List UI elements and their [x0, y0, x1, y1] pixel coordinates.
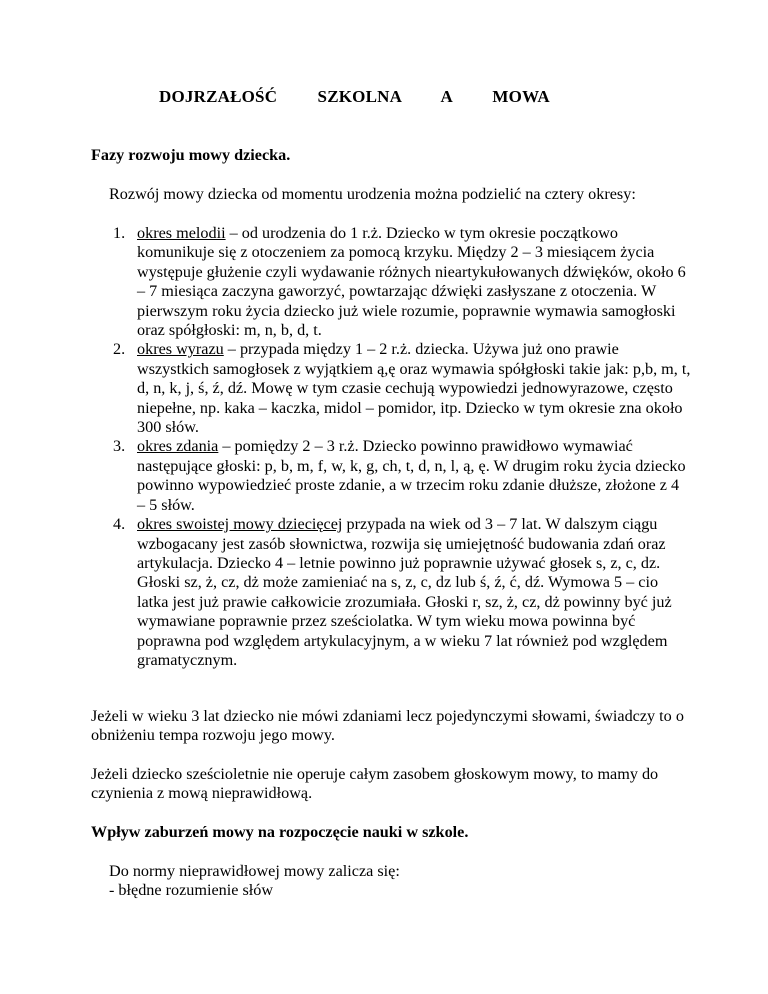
disorders-paragraph [109, 862, 689, 901]
phase-term: okres swoistej mowy dziecięcej [137, 515, 343, 534]
phase-description: przypada na wiek od 3 – 7 lat. W dalszym ciągu wzbogacany jest zasób słownictwa, rozwija się umiejętność budowania zdań oraz artykulacja. Dziecko 4 – letnie powinno już poprawnie używać głosek s, z, c, dz. Głoski sz, ż, cz, dż może zamieniać na s, z, c, dz lub ś, ź, ć, dź. Wymowa 5 – cio latka jest już prawie całkowicie zrozumiała. Głoski r, sz, ż, cz, dż powinny być już wymawiane poprawnie przez sześciolatka. W tym wieku mowa powinna być poprawna pod względem artykulacyjnym, a w wieku 7 lat również pod względem gramatycznym. [137, 515, 672, 669]
document-title: DOJRZAŁOŚĆ SZKOLNA A MOWA [159, 87, 550, 106]
speech-phases-list [91, 224, 691, 670]
list-number: 2. [113, 340, 126, 359]
phase-description: – pomiędzy 2 – 3 r.ż. Dziecko powinno prawidłowo wymawiać następujące głoski: p, b, m, f, w, k, g, ch, t, d, n, l, ą, ę. W drugim roku życia dziecko powinno wypowiedzieć proste zdanie, a w trzecim roku zdanie dłuższe, złożone z 4 – 5 słów. [137, 437, 686, 514]
phase-term: okres zdania [137, 437, 219, 456]
list-number: 3. [113, 437, 126, 456]
paragraph-abnormal-speech: Jeżeli dziecko sześcioletnie nie operuje całym zasobem głoskowym mowy, to mamy do czynienia z mową nieprawidłową. [91, 765, 659, 803]
list-number: 4. [113, 515, 126, 534]
phase-term: okres melodii [137, 224, 226, 242]
section-heading-speech-disorders: Wpływ zaburzeń mowy na rozpoczęcie nauki w szkole. [91, 823, 469, 841]
section-heading-speech-phases: Fazy rozwoju mowy dziecka. [91, 146, 291, 164]
list-item [91, 340, 691, 437]
phase-description: – przypada między 1 – 2 r.ż. dziecka. Używa już ono prawie wszystkich samogłosek z wyjątkiem ą,ę oraz wymawia spółgłoski takie jak: p,b, m, t, d, n, k, j, ś, ź, dź. Mowę w tym czasie cechują wypowiedzi jednowyrazowe, często niepełne, np. kaka – kaczka, midol – pomidor, itp. Dziecko w tym okresie zna około 300 słów. [137, 340, 691, 437]
list-number: 1. [113, 224, 126, 242]
disorders-list-item: - błędne rozumienie słów [109, 881, 274, 900]
list-item [91, 437, 691, 515]
phase-term: okres wyrazu [137, 340, 224, 359]
list-item [91, 224, 691, 340]
phase-description: – od urodzenia do 1 r.ż. Dziecko w tym okresie początkowo komunikuje się z otoczeniem za pomocą krzyku. Między 2 – 3 miesiącem życia występuje głużenie czyli wydawanie różnych nieartykułowanych dźwięków, około 6 – 7 miesiąca zaczyna gaworzyć, powtarzając dźwięki zasłyszane z otoczenia. W pierwszym roku życia dziecko już wiele rozumie, poprawnie wymawia samogłoski oraz spółgłoski: m, n, b, d, t. [137, 224, 686, 340]
intro-paragraph: Rozwój mowy dziecka od momentu urodzenia można podzielić na cztery okresy: [109, 185, 636, 203]
paragraph-delayed-speech: Jeżeli w wieku 3 lat dziecko nie mówi zdaniami lecz pojedynczymi słowami, świadczy to o obniżeniu tempa rozwoju jego mowy. [91, 707, 684, 745]
disorders-intro-line: Do normy nieprawidłowej mowy zalicza się: [109, 862, 400, 880]
list-item [91, 515, 691, 670]
